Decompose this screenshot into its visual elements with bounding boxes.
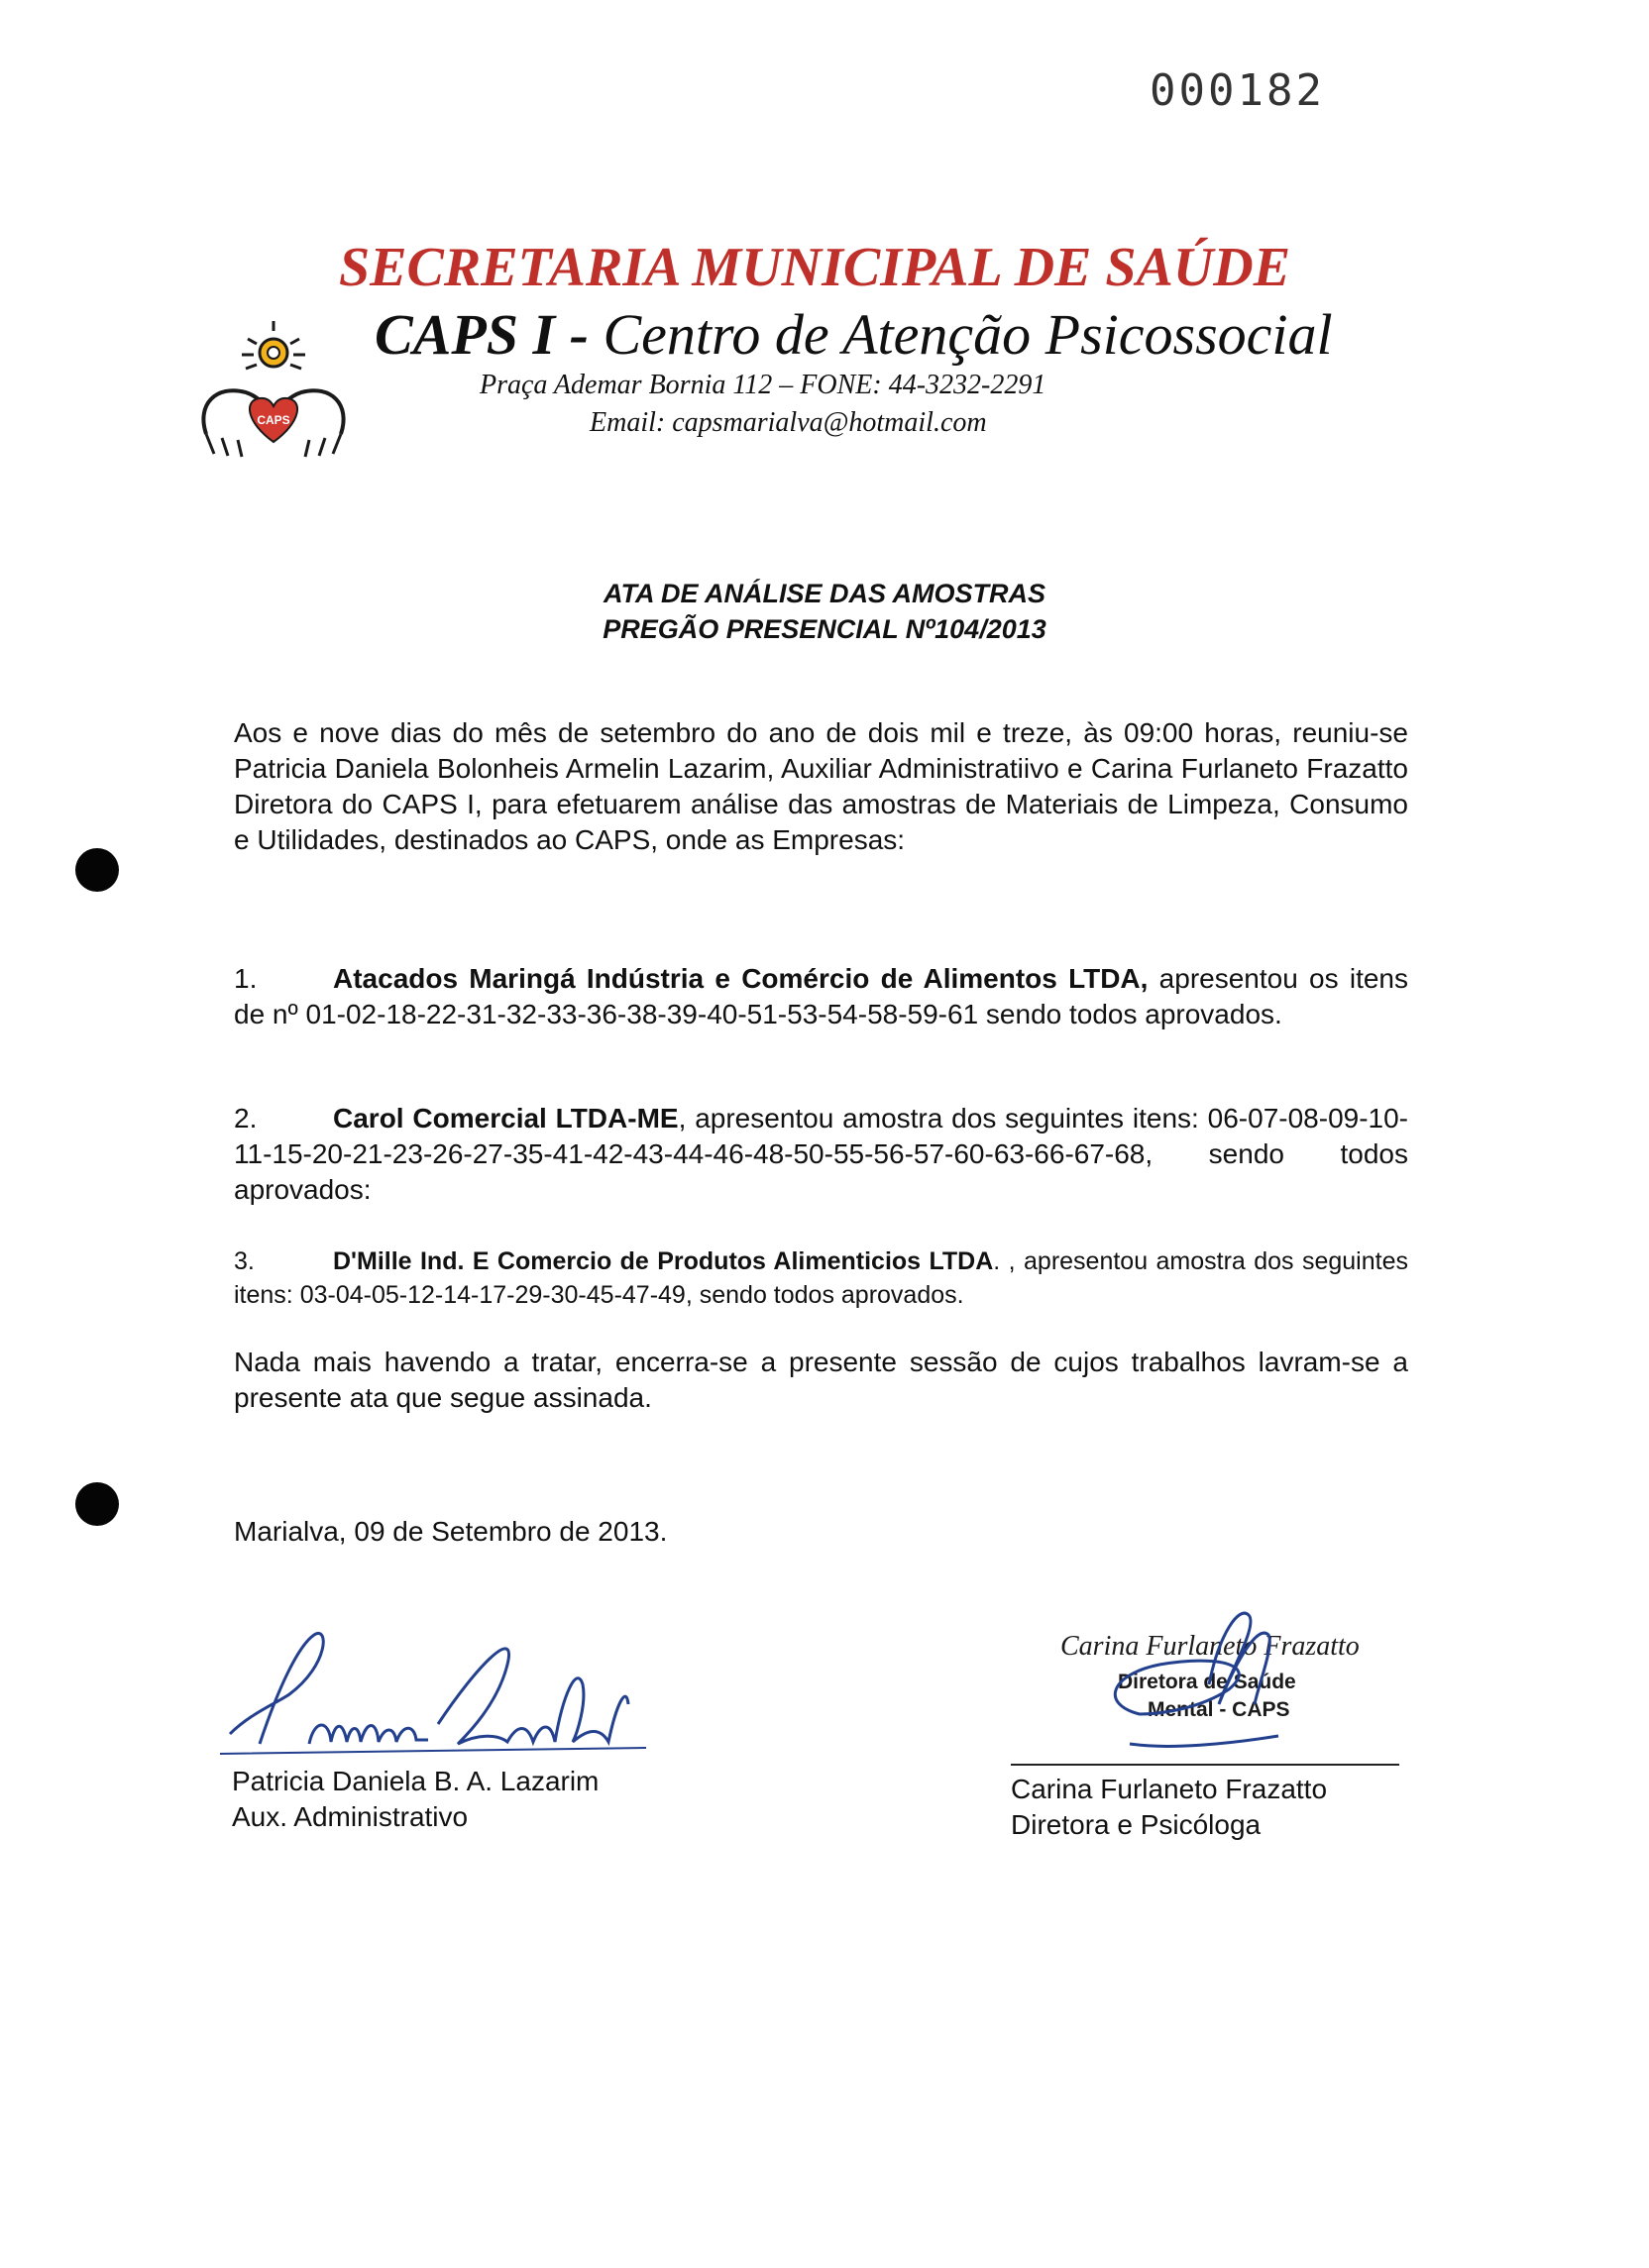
- intro-paragraph: Aos e nove dias do mês de setembro do ano de dois mil e treze, às 09:00 horas, reuniu-se Patricia Daniela Bolonheis Armelin Lazarim, Auxiliar Administratiivo e Carina Furlaneto Frazatto Diretora do CAPS I, para efetuarem análise das amostras de Materiais de Limpeza, Consumo e Utilidades, destinados ao CAPS, onde as Empresas:: [234, 717, 1408, 855]
- left-handwritten-signature: [220, 1625, 656, 1774]
- logo-text: CAPS: [257, 413, 290, 427]
- left-signer-name: Patricia Daniela B. A. Lazarim: [232, 1766, 600, 1796]
- right-signer-name: Carina Furlaneto Frazatto: [1011, 1774, 1328, 1804]
- page-number: 000182: [1150, 65, 1325, 116]
- left-signature-block: [232, 1764, 599, 1835]
- item-2: [234, 1101, 1408, 1208]
- item-3-company: D'Mille Ind. E Comercio de Produtos Alimenticios LTDA: [333, 1247, 994, 1275]
- item-1-company: Atacados Maringá Indústria e Comércio de Alimentos LTDA,: [333, 963, 1149, 994]
- item-1-number: 1.: [234, 963, 258, 994]
- header-title: SECRETARIA MUNICIPAL DE SAÚDE: [339, 237, 1291, 298]
- item-2-number: 2.: [234, 1103, 258, 1134]
- right-signer-role: Diretora e Psicóloga: [1011, 1809, 1262, 1840]
- caps-logo: [186, 315, 385, 464]
- header-email: Email: capsmarialva@hotmail.com: [590, 407, 987, 438]
- date-line: Marialva, 09 de Setembro de 2013.: [234, 1516, 668, 1547]
- header-address: Praça Ademar Bornia 112 – FONE: 44-3232-2291: [480, 370, 1046, 400]
- left-signer-role: Aux. Administrativo: [232, 1801, 469, 1832]
- right-signature-line: [1011, 1764, 1399, 1766]
- item-1-text: apresentou os itens de nº 01-02-18-22-31-32-33-36-38-39-40-51-53-54-58-59-61 sendo todos aprovados.: [234, 963, 1408, 1029]
- stamp-line-3: Mental - CAPS: [1148, 1698, 1290, 1721]
- document-heading-line2: PREGÃO PRESENCIAL Nº104/2013: [603, 614, 1046, 644]
- sun-icon: [242, 321, 305, 369]
- item-3-text: . , apresentou amostra dos seguintes itens: 03-04-05-12-14-17-29-30-45-47-49, sendo todos aprovados.: [234, 1247, 1408, 1309]
- header-subtitle: [375, 301, 1333, 368]
- item-2-text: , apresentou amostra dos seguintes itens: 06-07-08-09-10-11-15-20-21-23-26-27-35-41-42-43-44-46-48-50-55-56-57-60-63-66-67-68, sendo todos aprovados:: [234, 1103, 1409, 1205]
- closing-paragraph: Nada mais havendo a tratar, encerra-se a presente sessão de cujos trabalhos lavram-se a presente ata que segue assinada.: [234, 1347, 1408, 1413]
- item-3: [234, 1244, 1408, 1312]
- header-sub-strong: CAPS I -: [375, 302, 589, 367]
- item-1: [234, 961, 1408, 1032]
- document-heading-line1: ATA DE ANÁLISE DAS AMOSTRAS: [603, 579, 1045, 608]
- right-signature-block: [1011, 1772, 1327, 1843]
- item-3-number: 3.: [234, 1247, 255, 1275]
- punch-hole-top: [75, 848, 119, 892]
- header-sub-rest: Centro de Atenção Psicossocial: [588, 302, 1333, 367]
- punch-hole-bottom: [75, 1482, 119, 1526]
- right-handwritten-signature: [1070, 1595, 1368, 1764]
- stamp-name: Carina Furlaneto Frazatto: [1060, 1631, 1360, 1662]
- stamp-line-2: Diretora de Saúde: [1118, 1671, 1296, 1693]
- item-2-company: Carol Comercial LTDA-ME: [333, 1103, 679, 1134]
